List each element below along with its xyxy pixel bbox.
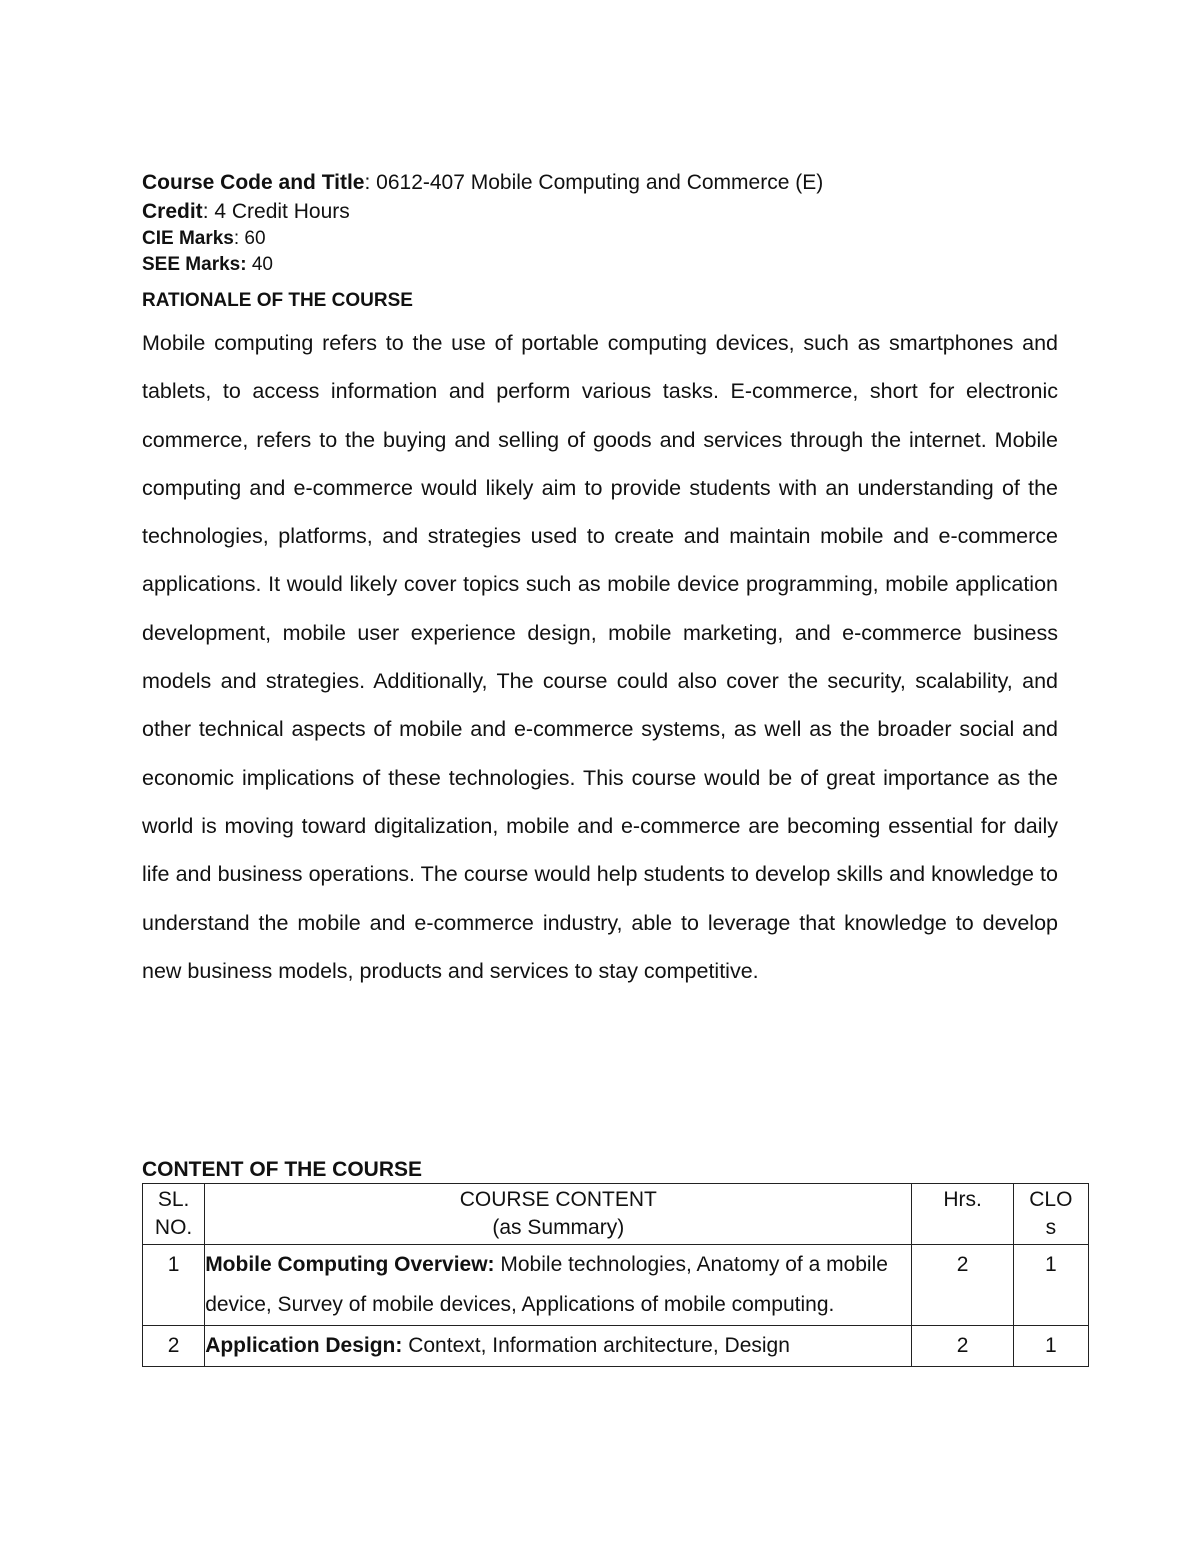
row-content (205, 1326, 912, 1367)
row-sl: 2 (143, 1326, 205, 1367)
row-hrs: 2 (912, 1326, 1013, 1367)
hrs-header-text: Hrs. (943, 1188, 982, 1211)
row-sl: 1 (143, 1245, 205, 1326)
cie-marks-line (142, 226, 1058, 252)
credit-line (142, 197, 1058, 226)
table-header-row (143, 1184, 1089, 1245)
cie-marks-label: CIE Marks (142, 228, 234, 249)
row-content (205, 1245, 912, 1326)
cie-marks-value: : 60 (233, 228, 266, 249)
see-marks-label: SEE Marks: (142, 254, 247, 275)
rationale-paragraph: Mobile computing refers to the use of portable computing devices, such as smartphones and tablets, to access information and perform various tasks. E-commerce, short for electronic commerce, refers to the buying and selling of goods and services through the internet. Mobile computing and e-commerce would likely aim to provide students with an understanding of the technologies, platforms, and strategies used to create and maintain mobile and e-commerce applications. It would likely cover topics such as mobile device programming, mobile application development, mobile user experience design, mobile marketing, and e-commerce business models and strategies. Additionally, The course could also cover the security, scalability, and other technical aspects of mobile and e-commerce systems, as well as the broader social and economic implications of these technologies. This course would be of great importance as the world is moving toward digitalization, mobile and e-commerce are becoming essential for daily life and business operations. The course would help students to develop skills and knowledge to understand the mobile and e-commerce industry, able to leverage that knowledge to develop new business models, products and services to stay competitive. (142, 331, 1058, 983)
course-code-label: Course Code and Title (142, 171, 365, 194)
content-header-line2: (as Summary) (492, 1216, 625, 1239)
sl-header-line2: NO. (154, 1216, 193, 1239)
clo-header-line2: s (1045, 1216, 1057, 1239)
course-code-value: : 0612-407 Mobile Computing and Commerce (E) (364, 171, 824, 194)
clos-header (1013, 1184, 1088, 1245)
table-row (143, 1326, 1089, 1367)
row-hrs: 2 (912, 1245, 1013, 1326)
row-topic-text: Mobile technologies, Anatomy of a mobile device, Survey of mobile devices, Applications of mobile computing. (205, 1253, 888, 1316)
row-topic-title: Mobile Computing Overview: (205, 1253, 495, 1276)
credit-label: Credit (142, 200, 203, 223)
content-heading: CONTENT OF THE COURSE (142, 1158, 423, 1181)
credit-value: : 4 Credit Hours (202, 200, 350, 223)
sl-no-header (143, 1184, 205, 1245)
document-page (142, 168, 1058, 995)
course-code-line (142, 168, 1058, 197)
clo-header-line1: CLO (1029, 1188, 1073, 1211)
row-clos: 1 (1013, 1326, 1088, 1367)
row-topic-text: Context, Information architecture, Design (402, 1334, 790, 1357)
hrs-header (912, 1184, 1013, 1245)
row-clos: 1 (1013, 1245, 1088, 1326)
see-marks-line (142, 252, 1058, 278)
rationale-heading: RATIONALE OF THE COURSE (142, 290, 413, 311)
content-header-line1: COURSE CONTENT (459, 1188, 657, 1211)
course-content-table (142, 1183, 1089, 1367)
row-topic-title: Application Design: (205, 1334, 403, 1357)
sl-header-line1: SL. (157, 1188, 190, 1211)
table-row (143, 1245, 1089, 1326)
see-marks-value: 40 (246, 254, 273, 275)
course-content-header (205, 1184, 912, 1245)
